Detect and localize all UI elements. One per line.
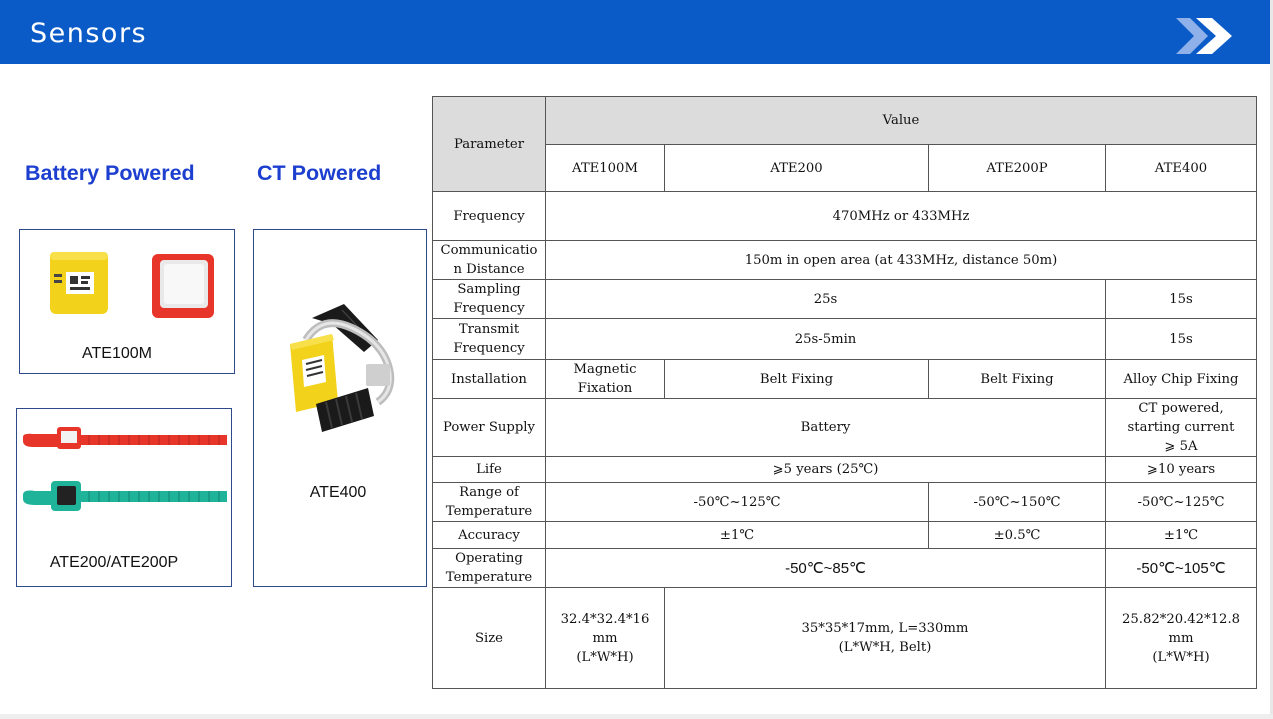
row-label-comm-distance: [433, 241, 546, 280]
range-temp-value-ate400: -50℃~125℃: [1106, 483, 1257, 522]
row-label-frequency: Frequency: [433, 192, 546, 241]
value-line: mm: [592, 630, 618, 646]
value-line: ⩾ 5A: [1164, 439, 1198, 454]
value-line: (L*W*H): [1152, 649, 1210, 665]
model-header-ate400: ATE400: [1106, 145, 1257, 192]
accuracy-value-ate400: ±1℃: [1106, 522, 1257, 549]
value-line: CT powered,: [1138, 401, 1224, 416]
row-label-installation: Installation: [433, 360, 546, 399]
table-row: [433, 360, 1257, 399]
label-line: Communicatio: [440, 243, 538, 258]
label-line: Range of: [459, 485, 519, 500]
battery-powered-label: Battery Powered: [25, 161, 195, 185]
comm-distance-value: 150m in open area (at 433MHz, distance 50m): [546, 241, 1257, 280]
spec-table: [432, 96, 1257, 689]
size-ate200: [665, 588, 1106, 689]
row-label-life: Life: [433, 457, 546, 483]
transmit-value-ate400: 15s: [1106, 319, 1257, 360]
label-line: Operating: [455, 551, 523, 566]
label-line: n Distance: [453, 262, 525, 277]
label-line: Temperature: [445, 570, 533, 585]
range-temp-value: -50℃~125℃: [546, 483, 929, 522]
row-label-power: Power Supply: [433, 399, 546, 457]
model-header-row: [433, 145, 1257, 192]
page-title: Sensors: [30, 18, 148, 49]
ate400-caption: ATE400: [309, 484, 367, 501]
life-value-ate400: ⩾10 years: [1106, 457, 1257, 483]
row-label-sampling: [433, 280, 546, 319]
installation-ate100m: [546, 360, 665, 399]
product-card-ate200: [16, 408, 232, 587]
table-row: [433, 522, 1257, 549]
label-line: Transmit: [458, 322, 520, 337]
label-line: Frequency: [453, 341, 525, 356]
sampling-value-ate400: 15s: [1106, 280, 1257, 319]
row-label-operating-temp: [433, 549, 546, 588]
value-line: 32.4*32.4*16: [560, 611, 650, 627]
product-card-ate400: [253, 229, 427, 587]
value-line: 35*35*17mm, L=330mm: [801, 621, 969, 636]
ate200-belt-sensor-image: [19, 423, 231, 531]
ate100m-sensor-image: [40, 244, 220, 336]
value-line: 25.82*20.42*12.8: [1121, 611, 1241, 627]
ate200-caption: ATE200/ATE200P: [49, 554, 179, 571]
label-line: Temperature: [445, 504, 533, 519]
table-row: [433, 457, 1257, 483]
installation-ate400: Alloy Chip Fixing: [1106, 360, 1257, 399]
installation-ate200p: Belt Fixing: [929, 360, 1106, 399]
value-line: mm: [1168, 630, 1194, 646]
bottom-divider: [0, 714, 1273, 719]
operating-temp-value: -50℃~85℃: [546, 549, 1106, 588]
size-ate400: [1106, 588, 1257, 689]
value-header: Value: [546, 97, 1257, 145]
label-line: Sampling: [457, 282, 521, 297]
table-row: [433, 399, 1257, 457]
table-row: [433, 241, 1257, 280]
accuracy-value-ate200p: ±0.5℃: [929, 522, 1106, 549]
range-temp-value-ate200p: -50℃~150℃: [929, 483, 1106, 522]
model-header-ate200: ATE200: [665, 145, 929, 192]
parameter-header: Parameter: [433, 97, 546, 192]
header-bar: [0, 0, 1273, 64]
model-header-ate200p: ATE200P: [929, 145, 1106, 192]
row-label-size: Size: [433, 588, 546, 689]
transmit-value: 25s-5min: [546, 319, 1106, 360]
frequency-value: 470MHz or 433MHz: [546, 192, 1257, 241]
product-card-ate100m: [19, 229, 235, 374]
row-label-accuracy: Accuracy: [433, 522, 546, 549]
ate400-ct-sensor-image: [282, 300, 412, 440]
value-line: Magnetic: [573, 362, 637, 377]
ct-powered-label: CT Powered: [257, 161, 382, 185]
table-row: [433, 192, 1257, 241]
value-line: starting current: [1127, 420, 1235, 435]
row-label-transmit: [433, 319, 546, 360]
life-value: ⩾5 years (25℃): [546, 457, 1106, 483]
operating-temp-value-ate400: -50℃~105℃: [1106, 549, 1257, 588]
value-line: (L*W*H, Belt): [838, 640, 932, 655]
label-line: Frequency: [453, 301, 525, 316]
row-label-range-temp: [433, 483, 546, 522]
size-ate100m: [546, 588, 665, 689]
table-header-row: [433, 97, 1257, 145]
table-row: [433, 280, 1257, 319]
ate100m-caption: ATE100M: [82, 345, 152, 362]
accuracy-value: ±1℃: [546, 522, 929, 549]
table-row: [433, 549, 1257, 588]
power-value: Battery: [546, 399, 1106, 457]
value-line: (L*W*H): [576, 649, 634, 665]
installation-ate200: Belt Fixing: [665, 360, 929, 399]
double-chevron-right-icon: [1176, 18, 1234, 54]
table-row: [433, 483, 1257, 522]
sampling-value: 25s: [546, 280, 1106, 319]
table-row: [433, 588, 1257, 689]
table-row: [433, 319, 1257, 360]
power-value-ate400: [1106, 399, 1257, 457]
value-line: Fixation: [577, 381, 633, 396]
model-header-ate100m: ATE100M: [546, 145, 665, 192]
